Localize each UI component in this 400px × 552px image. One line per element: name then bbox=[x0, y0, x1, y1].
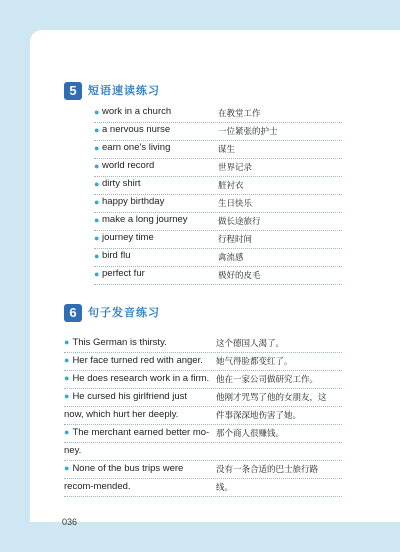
section-5-badge: 5 bbox=[64, 82, 82, 100]
sentence-chinese: 没有一条合适的巴士旅行路 bbox=[216, 464, 319, 474]
sentence-row-continued bbox=[64, 478, 342, 497]
bullet-icon: ● bbox=[64, 463, 70, 473]
phrase-chinese: 谋生 bbox=[218, 144, 236, 154]
phrase-english: dirty shirt bbox=[102, 178, 141, 189]
bullet-icon: ● bbox=[94, 143, 100, 153]
sentence-english: ney. bbox=[64, 445, 82, 456]
sentence-row bbox=[64, 424, 342, 443]
phrase-row bbox=[94, 230, 342, 249]
phrase-english: happy birthday bbox=[102, 196, 165, 207]
phrase-row bbox=[94, 266, 342, 285]
bullet-icon: ● bbox=[94, 161, 100, 171]
phrase-chinese: 世界记录 bbox=[218, 162, 253, 172]
sentence-chinese: 她气得脸都变红了。 bbox=[216, 356, 293, 366]
sentence-english: ● He cursed his girlfriend just bbox=[64, 391, 188, 402]
phrase-chinese: 在教堂工作 bbox=[218, 108, 261, 118]
phrase-chinese: 一位紧张的护士 bbox=[218, 126, 278, 136]
sentence-row bbox=[64, 370, 342, 389]
phrase-row bbox=[94, 122, 342, 141]
bullet-icon: ● bbox=[64, 337, 70, 347]
bullet-icon: ● bbox=[94, 251, 100, 261]
phrase-row bbox=[94, 176, 342, 195]
phrase-english: world record bbox=[102, 160, 155, 171]
phrase-row bbox=[94, 158, 342, 177]
phrase-chinese: 脏衬衣 bbox=[218, 180, 244, 190]
phrase-row bbox=[94, 194, 342, 213]
phrase-chinese: 禽流感 bbox=[218, 252, 244, 262]
bullet-icon: ● bbox=[64, 373, 70, 383]
sentence-english: now, which hurt her deeply. bbox=[64, 409, 179, 420]
phrase-row bbox=[94, 212, 342, 231]
sentence-english: ● He does research work in a firm. bbox=[64, 373, 210, 384]
bullet-icon: ● bbox=[64, 391, 70, 401]
section-6-badge: 6 bbox=[64, 304, 82, 322]
phrase-row bbox=[94, 104, 342, 123]
phrase-chinese: 做长途旅行 bbox=[218, 216, 261, 226]
bullet-icon: ● bbox=[94, 197, 100, 207]
phrase-english: make a long journey bbox=[102, 214, 188, 225]
section-5-header bbox=[64, 82, 184, 100]
bullet-icon: ● bbox=[94, 179, 100, 189]
phrase-chinese: 极好的皮毛 bbox=[218, 270, 261, 280]
phrase-english: bird flu bbox=[102, 250, 131, 261]
bullet-icon: ● bbox=[94, 233, 100, 243]
page-number: 036 bbox=[62, 517, 78, 527]
bullet-icon: ● bbox=[64, 355, 70, 365]
phrase-chinese: 行程时间 bbox=[218, 234, 253, 244]
section-6-title: 句子发音练习 bbox=[88, 307, 160, 319]
sentence-english: ● Her face turned red with anger. bbox=[64, 355, 203, 366]
phrase-row bbox=[94, 140, 342, 159]
bullet-icon: ● bbox=[94, 215, 100, 225]
bullet-icon: ● bbox=[94, 125, 100, 135]
sentence-row bbox=[64, 352, 342, 371]
section-6-header bbox=[64, 304, 184, 322]
sentence-chinese: 这个德国人渴了。 bbox=[216, 338, 285, 348]
sentence-english: ● This German is thirsty. bbox=[64, 337, 167, 348]
sentence-english: ● None of the bus trips were bbox=[64, 463, 184, 474]
phrase-english: journey time bbox=[102, 232, 154, 243]
bullet-icon: ● bbox=[94, 107, 100, 117]
sentence-chinese: 线。 bbox=[216, 482, 234, 492]
sentence-row bbox=[64, 460, 342, 479]
sentence-row bbox=[64, 334, 342, 353]
sentence-chinese: 件事深深地伤害了她。 bbox=[216, 410, 302, 420]
phrase-english: perfect fur bbox=[102, 268, 145, 279]
sentence-chinese: 他在一家公司做研究工作。 bbox=[216, 374, 319, 384]
bullet-icon: ● bbox=[94, 269, 100, 279]
sentence-english: recom-mended. bbox=[64, 481, 131, 492]
phrase-english: earn one's living bbox=[102, 142, 171, 153]
phrase-english: a nervous nurse bbox=[102, 124, 171, 135]
sentence-chinese: 他刚才咒骂了他的女朋友，这 bbox=[216, 392, 327, 402]
phrase-row bbox=[94, 248, 342, 267]
sentence-english: ● The merchant earned better mo- bbox=[64, 427, 210, 438]
sentence-row-continued bbox=[64, 406, 342, 425]
phrase-chinese: 生日快乐 bbox=[218, 198, 253, 208]
phrase-english: work in a church bbox=[102, 106, 172, 117]
sentence-row-continued bbox=[64, 442, 342, 461]
bullet-icon: ● bbox=[64, 427, 70, 437]
sentence-row bbox=[64, 388, 342, 407]
sentence-chinese: 那个商人很赚钱。 bbox=[216, 428, 285, 438]
section-5-title: 短语速读练习 bbox=[88, 85, 160, 97]
bottom-strip bbox=[30, 522, 400, 552]
